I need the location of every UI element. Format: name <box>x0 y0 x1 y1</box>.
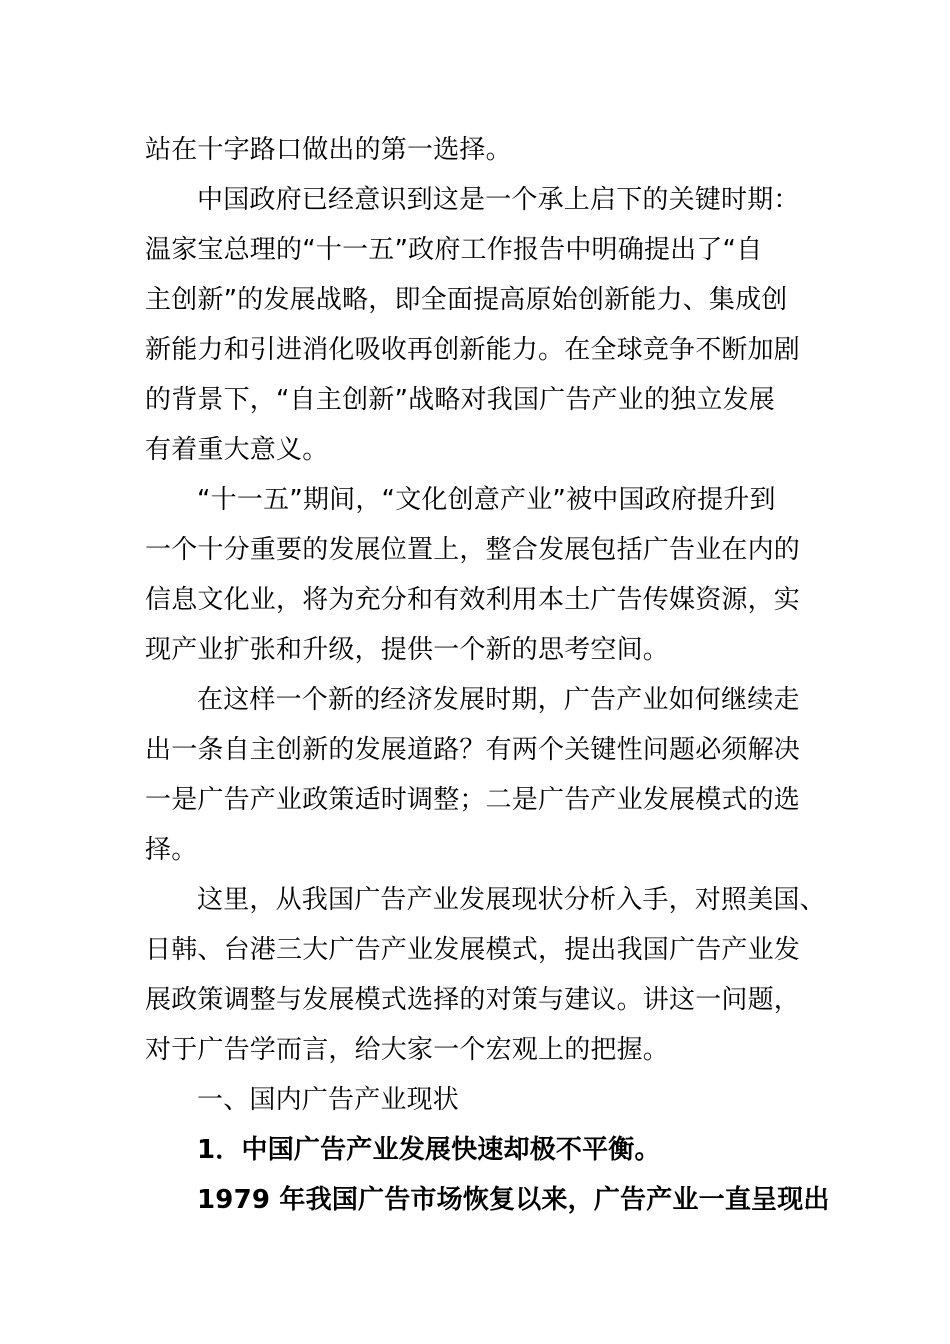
text-line: 日韩、台港三大广告产业发展模式，提出我国广告产业发 <box>145 935 801 965</box>
text-line: 温家宝总理的“十一五”政府工作报告中明确提出了“自 <box>145 235 763 265</box>
text-line: 信息文化业，将为充分和有效利用本土广告传媒资源，实 <box>145 585 801 615</box>
text-line: 站在十字路口做出的第一选择。 <box>145 135 512 165</box>
text-line: 的背景下，“自主创新”战略对我国广告产业的独立发展 <box>145 385 775 415</box>
section-heading: 一、国内广告产业现状 <box>197 1085 460 1115</box>
text-line: 主创新”的发展战略，即全面提高原始创新能力、集成创 <box>145 285 788 315</box>
text-line: 有着重大意义。 <box>145 435 329 465</box>
text-line: 一个十分重要的发展位置上，整合发展包括广告业在内的 <box>145 535 801 565</box>
paragraph-start: 中国政府已经意识到这是一个承上启下的关键时期： <box>197 185 800 215</box>
paragraph-start: 这里，从我国广告产业发展现状分析入手，对照美国、 <box>197 885 826 915</box>
text-line: 展政策调整与发展模式选择的对策与建议。讲这一问题， <box>145 985 801 1015</box>
text-line: 出一条自主创新的发展道路？有两个关键性问题必须解决 <box>145 735 801 765</box>
paragraph-start: “十一五”期间，“文化创意产业”被中国政府提升到 <box>197 485 776 515</box>
text-line: 新能力和引进消化吸收再创新能力。在全球竞争不断加剧 <box>145 335 801 365</box>
paragraph-start: 在这样一个新的经济发展时期，广告产业如何继续走 <box>197 685 800 715</box>
text-line: 现产业扩张和升级，提供一个新的思考空间。 <box>145 635 670 665</box>
text-line: 择。 <box>145 835 198 865</box>
paragraph-start: 1979 年我国广告市场恢复以来，广告产业一直呈现出 <box>197 1185 830 1215</box>
subsection-heading: 1．中国广告产业发展快速却极不平衡。 <box>197 1135 661 1165</box>
text-line: 对于广告学而言，给大家一个宏观上的把握。 <box>145 1035 670 1065</box>
text-line: 一是广告产业政策适时调整；二是广告产业发展模式的选 <box>145 785 801 815</box>
